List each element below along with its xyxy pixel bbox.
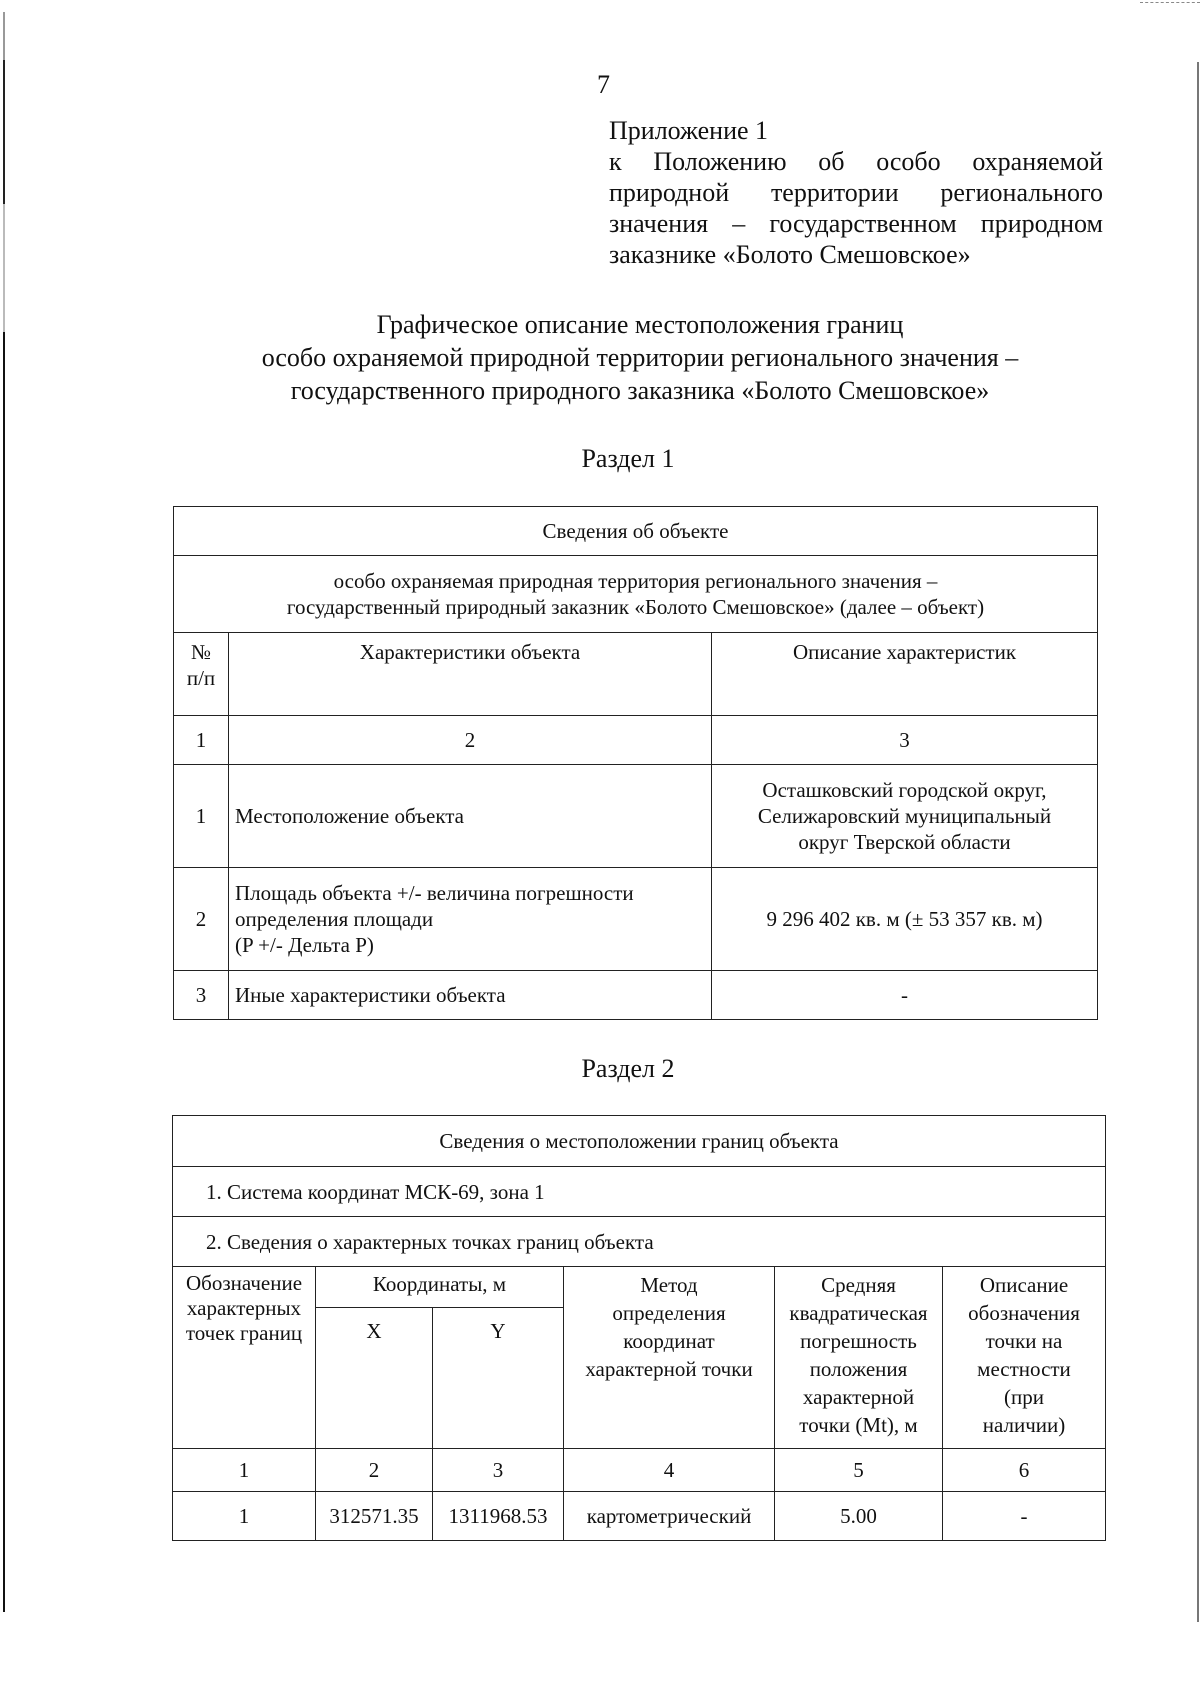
description-line: округ Тверской области <box>798 830 1011 854</box>
table-row <box>173 1492 1106 1541</box>
header-line: положения <box>809 1357 908 1381</box>
point-description: - <box>943 1492 1106 1541</box>
object-info-table <box>173 506 1098 1020</box>
object-description <box>174 556 1098 633</box>
header-line: Метод <box>640 1273 698 1297</box>
point-designation: 1 <box>173 1492 316 1541</box>
appendix-title: Приложение 1 <box>609 116 769 145</box>
column-header-y: Y <box>433 1308 564 1449</box>
object-line: государственный природный заказник «Болото Смешовское» (далее – объект) <box>286 595 985 619</box>
appendix-line: значения – государственном природном <box>609 209 1103 238</box>
header-line: координат <box>623 1329 715 1353</box>
column-number: 3 <box>712 716 1098 765</box>
header-line: характерной <box>802 1385 915 1409</box>
description-line: Селижаровский муниципальный <box>757 804 1052 828</box>
column-number: 6 <box>943 1449 1106 1492</box>
column-header-point-description <box>943 1267 1106 1449</box>
column-header-method <box>564 1267 775 1449</box>
column-header-number: № п/п <box>174 633 229 716</box>
header-line: точки (Mt), м <box>799 1413 918 1437</box>
header-line: погрешность <box>800 1329 917 1353</box>
row-characteristic <box>229 868 712 971</box>
point-x: 312571.35 <box>316 1492 433 1541</box>
table-row <box>174 765 1098 868</box>
header-line: характерных <box>186 1296 302 1320</box>
point-method: картометрический <box>564 1492 775 1541</box>
header-line: квадратическая <box>789 1301 928 1325</box>
row-characteristic: Местоположение объекта <box>229 765 712 868</box>
section-2-heading: Раздел 2 <box>581 1054 675 1083</box>
appendix-line: к Положению об особо охраняемой <box>609 147 1103 176</box>
header-line: (при <box>1004 1385 1044 1409</box>
coordinate-system: 1. Система координат МСК-69, зона 1 <box>173 1167 1106 1217</box>
table-caption: Сведения об объекте <box>174 507 1098 556</box>
header-line: Обозначение <box>185 1271 303 1295</box>
column-header-x: X <box>316 1308 433 1449</box>
header-line: определения <box>612 1301 726 1325</box>
row-number: 1 <box>174 765 229 868</box>
points-heading: 2. Сведения о характерных точках границ объекта <box>173 1217 1106 1267</box>
column-number: 2 <box>316 1449 433 1492</box>
scan-edge-left <box>3 12 5 1612</box>
row-description: - <box>712 971 1098 1020</box>
header-line: обозначения <box>968 1301 1080 1325</box>
point-mean-error: 5.00 <box>775 1492 943 1541</box>
column-number: 3 <box>433 1449 564 1492</box>
column-number: 1 <box>173 1449 316 1492</box>
appendix-line: заказнике «Болото Смешовское» <box>609 240 971 269</box>
column-number: 5 <box>775 1449 943 1492</box>
table-row <box>174 971 1098 1020</box>
document-title <box>160 308 1120 407</box>
point-y: 1311968.53 <box>433 1492 564 1541</box>
header-line: Средняя <box>821 1273 896 1297</box>
header-line: местности <box>977 1357 1071 1381</box>
header-line: Описание <box>979 1273 1069 1297</box>
column-number: 2 <box>229 716 712 765</box>
header-line: точек границ <box>185 1321 303 1345</box>
description-line: Осташковский городской округ, <box>762 778 1047 802</box>
column-header-characteristic: Характеристики объекта <box>229 633 712 716</box>
column-number: 4 <box>564 1449 775 1492</box>
column-number: 1 <box>174 716 229 765</box>
header-line: точки на <box>985 1329 1063 1353</box>
column-header-designation <box>173 1267 316 1449</box>
table-caption: Сведения о местоположении границ объекта <box>173 1116 1106 1167</box>
column-header-coordinates: Координаты, м <box>316 1267 564 1308</box>
section-1-heading: Раздел 1 <box>581 444 675 473</box>
title-line: Графическое описание местоположения границ <box>376 310 904 339</box>
scan-edge-right <box>1197 62 1199 1622</box>
appendix-line: природной территории регионального <box>609 178 1103 207</box>
row-number: 3 <box>174 971 229 1020</box>
boundary-points-table <box>172 1115 1106 1541</box>
header-line: наличии) <box>982 1413 1066 1437</box>
title-line: государственного природного заказника «Болото Смешовское» <box>290 376 990 405</box>
characteristic-line: Площадь объекта +/- величина погрешности <box>235 881 634 905</box>
table-row <box>174 868 1098 971</box>
characteristic-line: определения площади <box>235 907 434 931</box>
row-characteristic: Иные характеристики объекта <box>229 971 712 1020</box>
header-line: характерной точки <box>585 1357 753 1381</box>
column-header-description: Описание характеристик <box>712 633 1098 716</box>
title-line: особо охраняемой природной территории регионального значения – <box>261 343 1019 372</box>
column-header-mean-error <box>775 1267 943 1449</box>
row-number: 2 <box>174 868 229 971</box>
row-description: 9 296 402 кв. м (± 53 357 кв. м) <box>712 868 1098 971</box>
characteristic-line: (P +/- Дельта P) <box>235 933 374 957</box>
scan-edge-top <box>1140 2 1200 4</box>
page-number: 7 <box>597 70 610 99</box>
row-description <box>712 765 1098 868</box>
appendix-reference <box>609 115 1103 270</box>
object-line: особо охраняемая природная территория регионального значения – <box>333 569 938 593</box>
